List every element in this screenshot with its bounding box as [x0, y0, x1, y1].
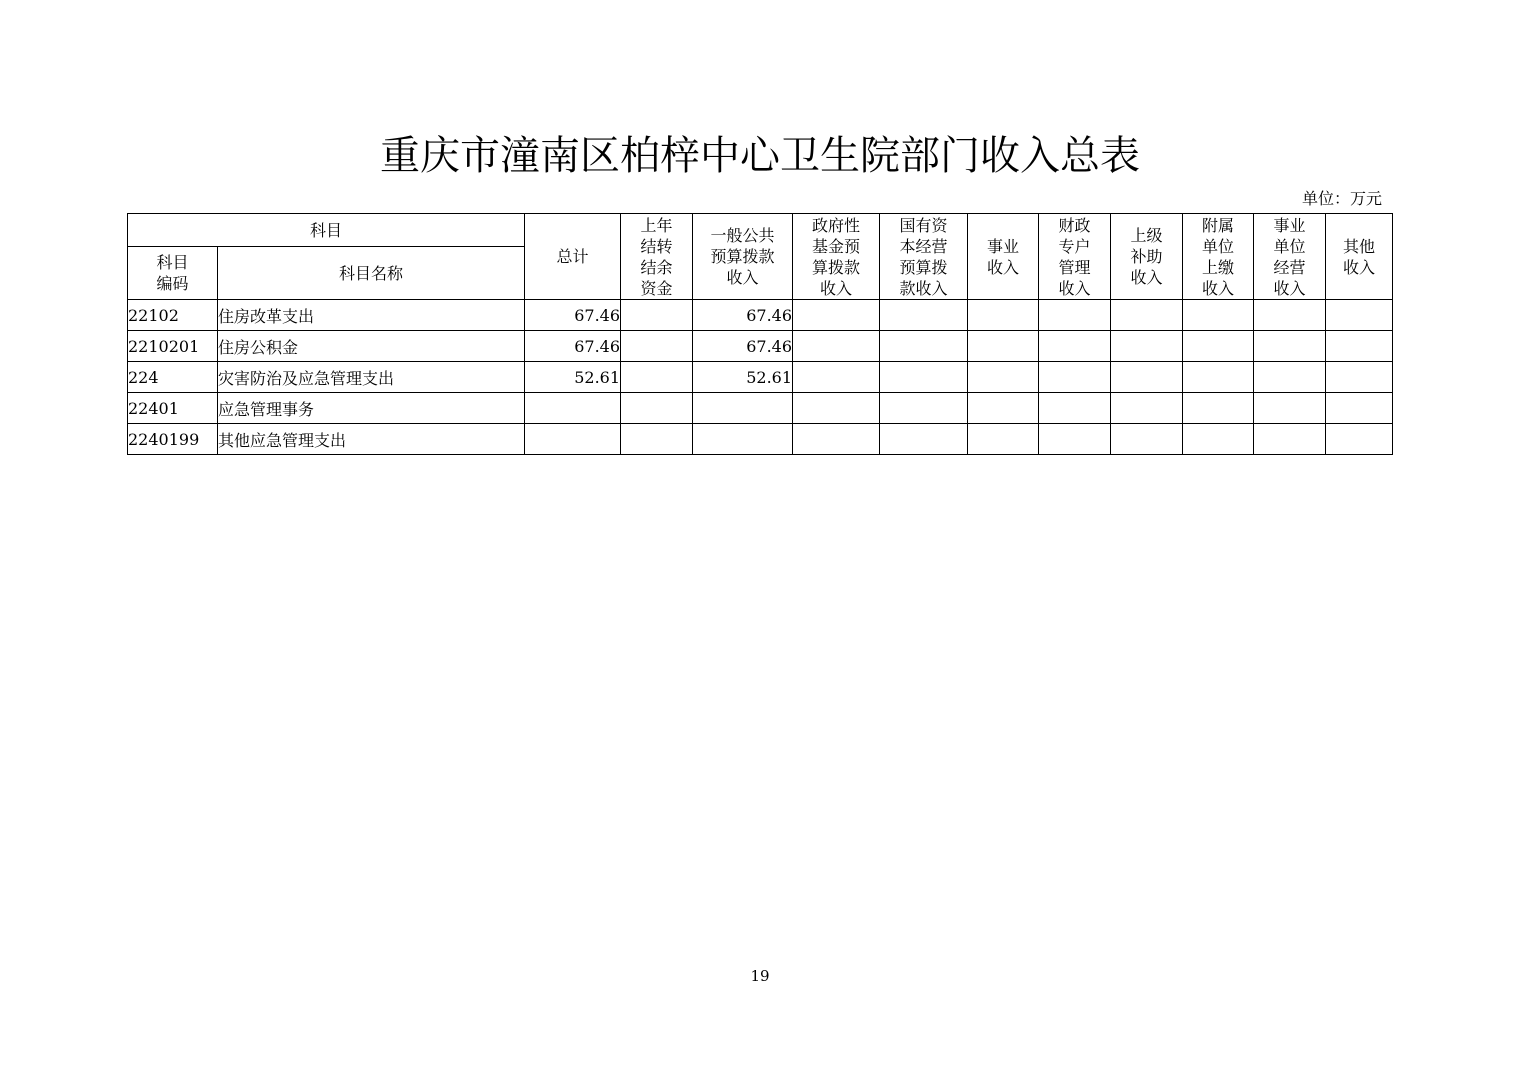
- row-carryover: [621, 331, 693, 362]
- fiscal-special-header: 财政 专户 管理 收入: [1039, 214, 1111, 300]
- table-row: [128, 300, 1393, 331]
- row-general-budget: [693, 393, 793, 424]
- row-carryover: [621, 424, 693, 455]
- unit-label: 单位：万元: [1301, 189, 1382, 208]
- business-operating-header: 事业 单位 经营 收入: [1254, 214, 1326, 300]
- row-code: 224: [128, 362, 218, 393]
- row-general-budget: 67.46: [693, 300, 793, 331]
- affiliated-payment-header: 附属 单位 上缴 收入: [1183, 214, 1254, 300]
- table-row: [128, 362, 1393, 393]
- row-carryover: [621, 362, 693, 393]
- row-name: 住房改革支出: [218, 300, 525, 331]
- row-total: [525, 393, 621, 424]
- subject-header: 科目: [128, 214, 525, 247]
- row-general-budget: 52.61: [693, 362, 793, 393]
- row-code: 22102: [128, 300, 218, 331]
- gov-fund-header: 政府性 基金预 算拨款 收入: [793, 214, 880, 300]
- row-name: 住房公积金: [218, 331, 525, 362]
- row-general-budget: [693, 424, 793, 455]
- row-code: 2210201: [128, 331, 218, 362]
- row-carryover: [621, 300, 693, 331]
- page-number: 19: [750, 967, 770, 985]
- subject-name-header: 科目名称: [218, 247, 525, 300]
- carryover-header: 上年 结转 结余 资金: [621, 214, 693, 300]
- row-total: 67.46: [525, 331, 621, 362]
- other-income-header: 其他 收入: [1326, 214, 1393, 300]
- row-carryover: [621, 393, 693, 424]
- row-total: [525, 424, 621, 455]
- row-total: 67.46: [525, 300, 621, 331]
- general-budget-header: 一般公共 预算拨款 收入: [693, 214, 793, 300]
- subject-code-header: 科目 编码: [128, 247, 218, 300]
- income-table: [127, 213, 1393, 455]
- state-capital-header: 国有资 本经营 预算拨 款收入: [880, 214, 968, 300]
- superior-subsidy-header: 上级 补助 收入: [1111, 214, 1183, 300]
- row-general-budget: 67.46: [693, 331, 793, 362]
- row-name: 灾害防治及应急管理支出: [218, 362, 525, 393]
- row-total: 52.61: [525, 362, 621, 393]
- row-name: 其他应急管理支出: [218, 424, 525, 455]
- table-row: [128, 331, 1393, 362]
- header-row-1: [128, 214, 1393, 247]
- table-row: [128, 393, 1393, 424]
- row-code: 22401: [128, 393, 218, 424]
- page-title: 重庆市潼南区柏梓中心卫生院部门收入总表: [380, 133, 1140, 179]
- business-income-header: 事业 收入: [968, 214, 1039, 300]
- table-row: [128, 424, 1393, 455]
- total-header: 总计: [525, 214, 621, 300]
- row-name: 应急管理事务: [218, 393, 525, 424]
- row-code: 2240199: [128, 424, 218, 455]
